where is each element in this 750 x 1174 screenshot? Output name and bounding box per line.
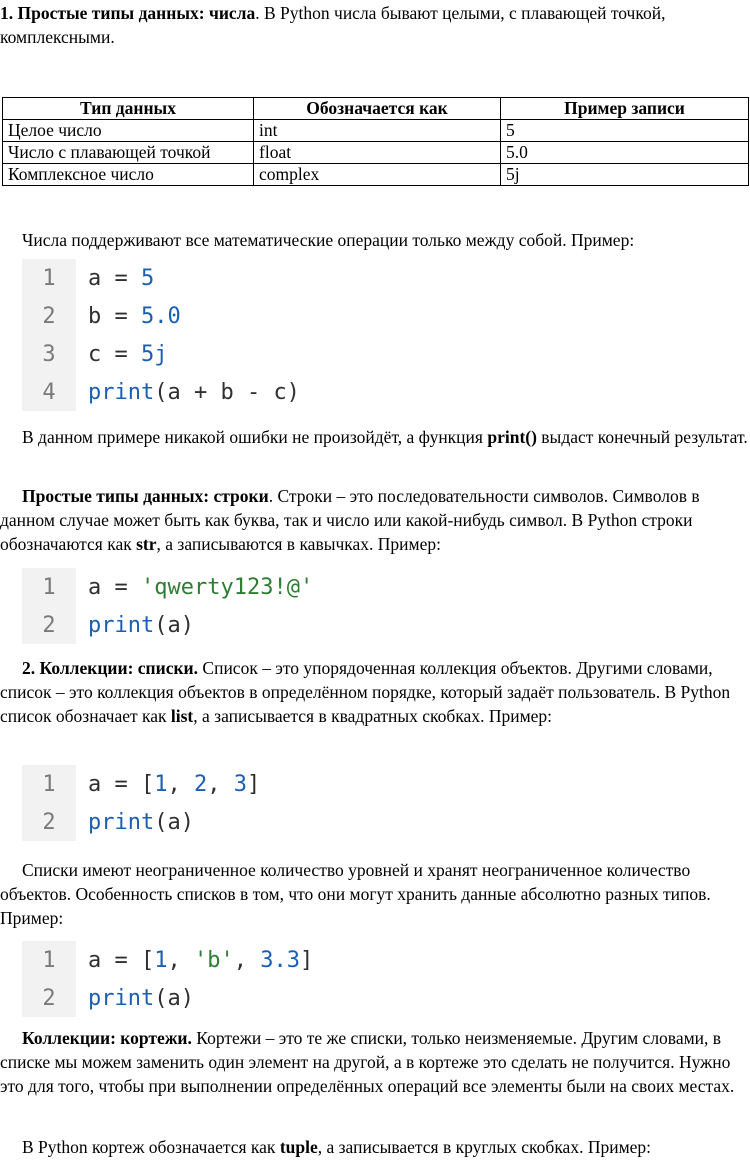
code-token: a	[88, 574, 102, 600]
table-cell: Комплексное число	[3, 164, 254, 186]
code-token: = [	[101, 947, 155, 973]
code-token: (a + b - c)	[154, 379, 300, 405]
table-cell: 5j	[501, 164, 749, 186]
code-token: print	[88, 612, 155, 638]
code-token: = [	[101, 771, 155, 797]
code-line	[22, 373, 300, 411]
code-token: print	[88, 985, 155, 1011]
code-block	[22, 568, 313, 644]
line-number: 2	[22, 297, 76, 335]
code-text	[76, 810, 194, 835]
table-cell: 5.0	[501, 142, 749, 164]
code-block	[22, 765, 260, 841]
table-header: Тип данных	[3, 98, 254, 120]
code-text	[76, 772, 260, 797]
paragraph-numbers-ops: Числа поддерживают все математические операции только между собой. Пример:	[22, 230, 635, 250]
line-number: 1	[22, 259, 76, 297]
code-token: =	[101, 265, 141, 291]
table-cell: float	[254, 142, 501, 164]
code-token: a	[88, 265, 102, 291]
code-line	[22, 803, 260, 841]
code-token: ,	[167, 771, 194, 797]
code-text	[76, 986, 194, 1011]
code-token: b	[88, 303, 102, 329]
paragraph-tuples: Коллекции: кортежи. Кортежи – это те же списки, только неизменяемые. Другим словами, в списке мы можем заменить один элемент на другой, а в кортеже это сделать не получится. Нужно это для того, чтобы при выполнении определённых операций все элементы были на своих местах.	[0, 1028, 735, 1096]
paragraph-print-note: В данном примере никакой ошибки не произойдёт, а функция print() выдаст конечный результат.	[22, 427, 748, 447]
code-token: (a)	[154, 985, 194, 1011]
code-token: a	[88, 771, 102, 797]
code-line	[22, 979, 313, 1017]
code-token: a	[88, 947, 102, 973]
code-token: ]	[246, 771, 261, 797]
code-text	[76, 575, 313, 600]
line-number: 4	[22, 373, 76, 411]
code-token: 5j	[141, 341, 168, 367]
data-types-table	[2, 97, 749, 186]
code-token: 2	[193, 771, 208, 797]
code-text	[76, 266, 154, 291]
table-cell: Число с плавающей точкой	[3, 142, 254, 164]
code-token: c	[88, 341, 102, 367]
line-number: 1	[22, 568, 76, 606]
line-number: 1	[22, 941, 76, 979]
code-line	[22, 941, 313, 979]
table-cell: 5	[501, 120, 749, 142]
code-token: (a)	[154, 612, 194, 638]
table-cell: int	[254, 120, 501, 142]
table-header-row	[3, 98, 749, 120]
code-token: ,	[233, 947, 261, 973]
paragraph-lists-types: Списки имеют неограниченное количество уровней и хранят неограниченное количество объектов. Особенность списков в том, что они могут хранить данные абсолютно разных типов. Пример:	[0, 860, 711, 928]
code-line	[22, 297, 300, 335]
line-number: 3	[22, 335, 76, 373]
code-text	[76, 380, 300, 405]
code-token: (a)	[154, 809, 194, 835]
line-number: 2	[22, 979, 76, 1017]
code-block	[22, 941, 313, 1017]
code-token: 5.0	[141, 303, 181, 329]
code-line	[22, 568, 313, 606]
code-line	[22, 765, 260, 803]
code-token: print	[88, 379, 155, 405]
table-row	[3, 164, 749, 186]
table-cell: Целое число	[3, 120, 254, 142]
paragraph-lists: 2. Коллекции: списки. Список – это упорядоченная коллекция объектов. Другими словами, список – это коллекция объектов в определённом порядке, который задаёт пользователь. В Python список обозначает как list, а записывается в квадратных скобках. Пример:	[0, 658, 731, 726]
code-text	[76, 304, 181, 329]
code-line	[22, 335, 300, 373]
table-header: Обозначается как	[254, 98, 501, 120]
code-block	[22, 259, 300, 411]
paragraph-strings: Простые типы данных: строки. Строки – это последовательности символов. Символов в данном случае может быть как буква, так и число или какой-нибудь символ. В Python строки обозначаются как str, а записываются в кавычках. Пример:	[0, 486, 700, 554]
table-header: Пример записи	[501, 98, 749, 120]
code-line	[22, 606, 313, 644]
code-token: 'qwerty123!@'	[141, 574, 314, 600]
code-token: 3	[233, 771, 247, 797]
table-row	[3, 142, 749, 164]
code-text	[76, 613, 194, 638]
paragraph-numbers-intro: 1. Простые типы данных: числа. В Python числа бывают целыми, с плавающей точкой, комплексными.	[0, 3, 666, 47]
line-number: 2	[22, 606, 76, 644]
code-line	[22, 259, 300, 297]
code-token: =	[101, 341, 141, 367]
line-number: 1	[22, 765, 76, 803]
code-token: =	[101, 574, 141, 600]
code-token: ]	[299, 947, 314, 973]
code-token: ,	[207, 771, 234, 797]
line-number: 2	[22, 803, 76, 841]
code-token: 1	[154, 947, 168, 973]
code-token: print	[88, 809, 155, 835]
code-text	[76, 948, 313, 973]
paragraph-tuple-syntax: В Python кортеж обозначается как tuple, а записывается в круглых скобках. Пример:	[22, 1137, 652, 1157]
code-token: ,	[167, 947, 194, 973]
code-token: 1	[154, 771, 168, 797]
table-row	[3, 120, 749, 142]
code-token: 'b'	[193, 947, 234, 973]
table-cell: complex	[254, 164, 501, 186]
code-token: =	[101, 303, 141, 329]
code-text	[76, 342, 168, 367]
code-token: 5	[141, 265, 155, 291]
code-token: 3.3	[260, 947, 300, 973]
